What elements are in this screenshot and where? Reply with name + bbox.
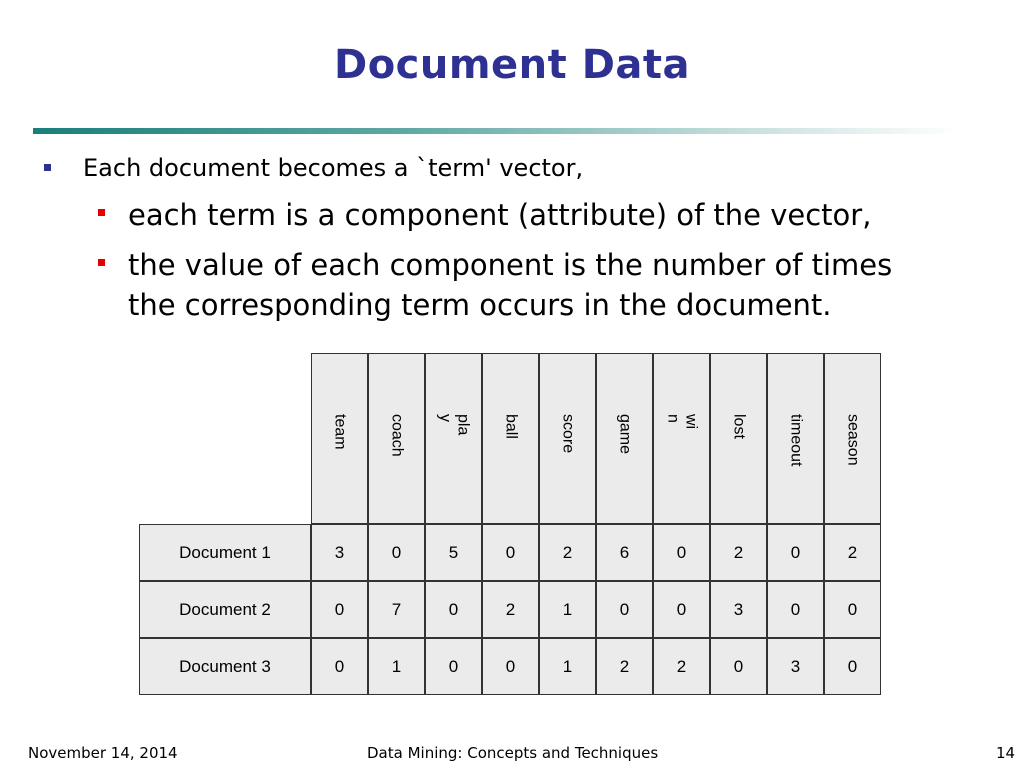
term-count-cell: 5 — [425, 524, 482, 581]
term-header — [482, 353, 539, 524]
term-count-cell: 0 — [482, 638, 539, 695]
term-count-cell: 1 — [539, 581, 596, 638]
term-count-cell: 0 — [311, 638, 368, 695]
term-count-cell: 3 — [767, 638, 824, 695]
row-label: Document 1 — [139, 524, 311, 581]
term-header-label: score — [559, 414, 577, 454]
sub-bullet-2 — [98, 245, 948, 325]
term-count-cell: 0 — [425, 581, 482, 638]
term-count-cell: 2 — [710, 524, 767, 581]
main-bullet — [44, 154, 583, 182]
term-header — [425, 353, 482, 524]
term-header — [311, 353, 368, 524]
footer-course: Data Mining: Concepts and Techniques — [367, 744, 659, 762]
term-header-label: timeout — [787, 414, 805, 467]
row-label: Document 2 — [139, 581, 311, 638]
sub-bullet-1 — [98, 195, 948, 235]
term-count-cell: 0 — [767, 524, 824, 581]
term-header-label: coach — [388, 414, 406, 457]
square-bullet-icon — [98, 259, 105, 266]
row-label: Document 3 — [139, 638, 311, 695]
term-header-label: ball — [502, 414, 520, 439]
footer-date: November 14, 2014 — [28, 744, 178, 762]
term-header — [653, 353, 710, 524]
term-count-cell: 1 — [539, 638, 596, 695]
term-header — [368, 353, 425, 524]
term-header-label: game — [616, 414, 634, 455]
term-header — [710, 353, 767, 524]
term-count-cell: 0 — [767, 581, 824, 638]
term-count-cell: 0 — [425, 638, 482, 695]
term-count-cell: 7 — [368, 581, 425, 638]
term-count-cell: 0 — [311, 581, 368, 638]
term-count-cell: 3 — [311, 524, 368, 581]
term-count-cell: 0 — [368, 524, 425, 581]
footer-page-number: 14 — [996, 744, 1016, 762]
term-header — [767, 353, 824, 524]
main-bullet-text: Each document becomes a `term' vector, — [83, 154, 584, 182]
term-count-cell: 2 — [596, 638, 653, 695]
term-count-cell: 0 — [653, 581, 710, 638]
term-header — [539, 353, 596, 524]
term-count-cell: 2 — [482, 581, 539, 638]
term-header-label: wi n — [664, 414, 700, 430]
term-count-cell: 2 — [824, 524, 881, 581]
term-header — [596, 353, 653, 524]
term-header-label: lost — [730, 414, 748, 439]
term-count-cell: 0 — [824, 638, 881, 695]
term-header-label: season — [844, 414, 862, 466]
term-count-cell: 0 — [482, 524, 539, 581]
term-count-cell: 0 — [653, 524, 710, 581]
term-count-cell: 2 — [653, 638, 710, 695]
title-divider — [33, 128, 958, 134]
term-count-cell: 1 — [368, 638, 425, 695]
term-count-cell: 6 — [596, 524, 653, 581]
square-bullet-icon — [44, 164, 51, 171]
term-header-label: pla y — [436, 414, 472, 436]
term-count-cell: 0 — [824, 581, 881, 638]
term-count-cell: 3 — [710, 581, 767, 638]
term-header — [824, 353, 881, 524]
term-header-label: team — [331, 414, 349, 450]
term-count-cell: 2 — [539, 524, 596, 581]
square-bullet-icon — [98, 209, 105, 216]
sub-bullet-text: each term is a component (attribute) of the vector, — [128, 198, 872, 232]
slide-title: Document Data — [333, 42, 690, 88]
term-count-cell: 0 — [596, 581, 653, 638]
sub-bullet-text: the value of each component is the number of times the corresponding term occurs in the document. — [128, 248, 893, 322]
term-count-cell: 0 — [710, 638, 767, 695]
